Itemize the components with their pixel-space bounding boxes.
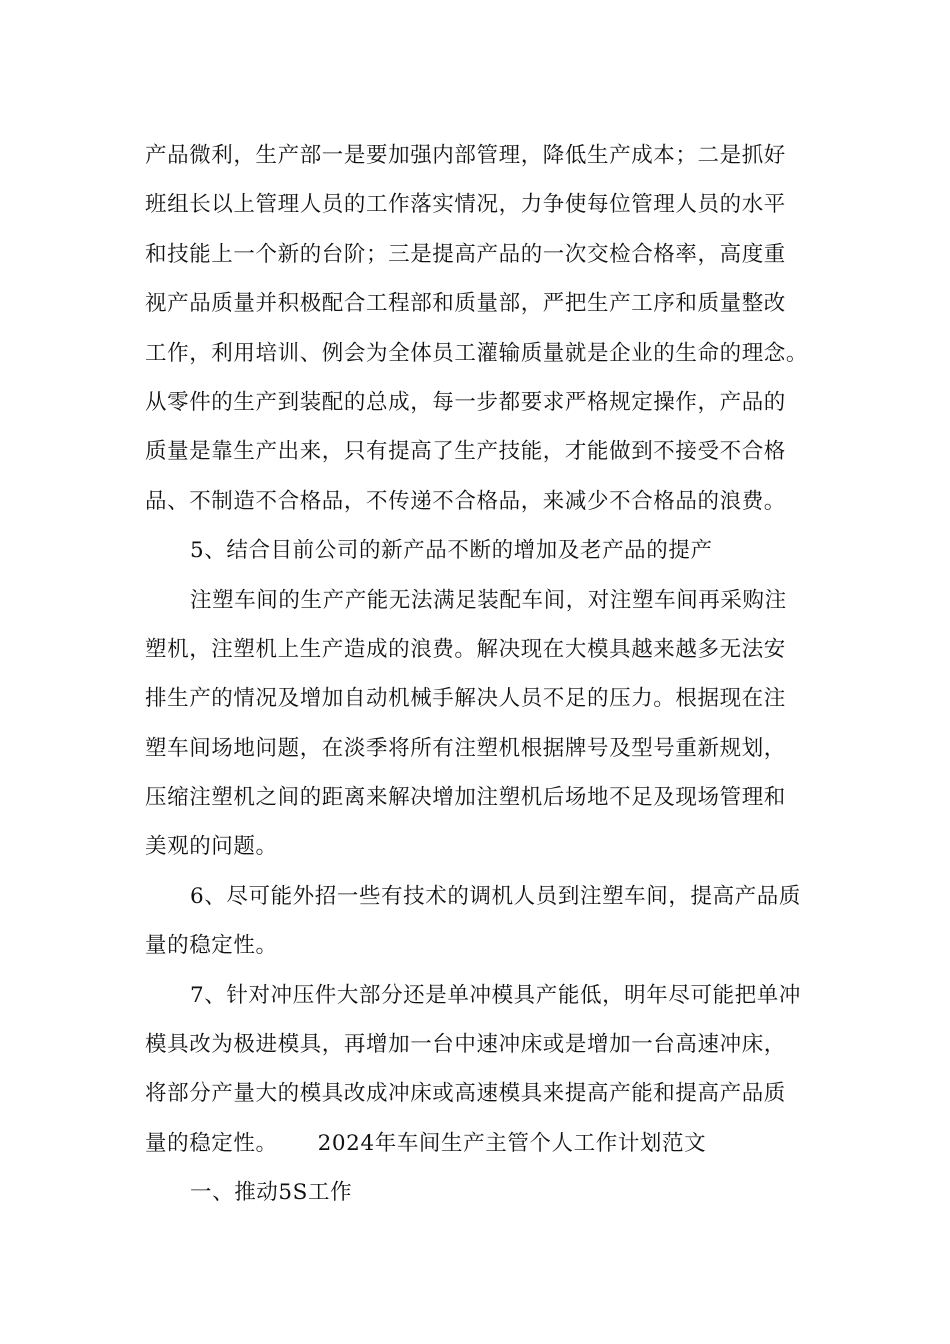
text-line-7: 质量是靠生产出来，只有提高了生产技能，才能做到不接受不合格 bbox=[145, 439, 786, 465]
list-item-5-heading: 5、结合目前公司的新产品不断的增加及老产品的提产 bbox=[190, 538, 713, 564]
section-heading-1: 一、推动5S工作 bbox=[190, 1180, 353, 1206]
text-line-8: 品、不制造不合格品，不传递不合格品，来减少不合格品的浪费。 bbox=[145, 488, 786, 514]
text-line-19: 模具改为极进模具，再增加一台中速冲床或是增加一台高速冲床， bbox=[145, 1032, 786, 1058]
list-item-7: 7、针对冲压件大部分还是单冲模具产能低，明年尽可能把单冲 bbox=[190, 982, 801, 1008]
text-line-10: 注塑车间的生产产能无法满足装配车间，对注塑车间再采购注 bbox=[190, 587, 787, 613]
text-line-21 bbox=[145, 1119, 810, 1168]
body-text bbox=[145, 131, 810, 1218]
text-line-6: 从零件的生产到装配的总成，每一步都要求严格规定操作，产品的 bbox=[145, 389, 786, 415]
text-line-13: 塑车间场地问题，在淡季将所有注塑机根据牌号及型号重新规划， bbox=[145, 735, 786, 761]
section-title: 2024年车间生产主管个人工作计划范文 bbox=[317, 1130, 707, 1156]
text-line-12: 排生产的情况及增加自动机械手解决人员不足的压力。根据现在注 bbox=[145, 686, 786, 712]
text-line-5: 工作，利用培训、例会为全体员工灌输质量就是企业的生命的理念。 bbox=[145, 340, 809, 366]
list-item-6: 6、尽可能外招一些有技术的调机人员到注塑车间，提高产品质 bbox=[190, 883, 801, 909]
text-line-4: 视产品质量并积极配合工程部和质量部，严把生产工序和质量整改 bbox=[145, 291, 786, 317]
text-line-3: 和技能上一个新的台阶；三是提高产品的一次交检合格率，高度重 bbox=[145, 241, 786, 267]
text-line-11: 塑机，注塑机上生产造成的浪费。解决现在大模具越来越多无法安 bbox=[145, 636, 786, 662]
text-line-15: 美观的问题。 bbox=[145, 834, 278, 860]
text-line-17: 量的稳定性。 bbox=[145, 933, 278, 959]
text-line-1: 产品微利，生产部一是要加强内部管理，降低生产成本；二是抓好 bbox=[145, 143, 786, 168]
text-line-14: 压缩注塑机之间的距离来解决增加注塑机后场地不足及现场管理和 bbox=[145, 785, 786, 811]
text-line-2: 班组长以上管理人员的工作落实情况，力争使每位管理人员的水平 bbox=[145, 192, 786, 218]
text-line-21-text: 量的稳定性。 bbox=[145, 1130, 278, 1156]
text-line-20: 将部分产量大的模具改成冲床或高速模具来提高产能和提高产品质 bbox=[145, 1081, 786, 1107]
